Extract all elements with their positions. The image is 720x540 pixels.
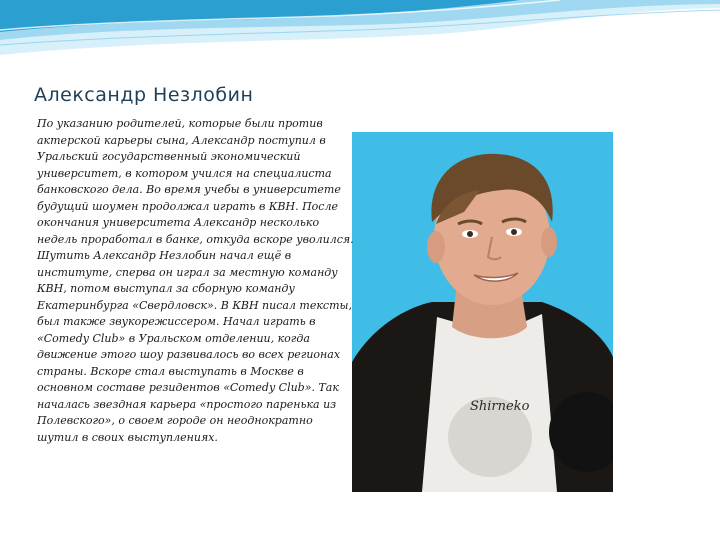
shirt-print-text: Shirneko [470,399,530,414]
body-text [37,116,355,446]
portrait-photo [352,132,613,492]
paragraph-career: Шутить Александр Незлобин начал ещё в институте, сперва он играл за местную команду КВН, потом выступал за сборную команду Екатеринбурга «Свердловск». В КВН писал тексты, был также звукорежиссером. Начал играть в «Comedy Club» в Уральском отделении, когда движение этого шоу развивалось во всех регионах страны. Вскоре стал выступать в Москве в основном составе резидентов «Comedy Club». Так началась звездная карьера «простого паренька из Полевского», о своем городе он неоднократно шутил в своих выступлениях. [37,249,352,444]
paragraph-education: По указанию родителей, которые были против актерской карьеры сына, Александр поступил в Уральский государственный экономический университет, в котором учился на специалиста банковского дела. Во время учебы в университете будущий шоумен продолжал играть в КВН. После окончания университета Александр несколько недель проработал в банке, откуда вскоре уволился. [37,117,354,246]
header-wave-decoration [0,0,720,90]
slide-title: Александр Незлобин [34,84,254,106]
